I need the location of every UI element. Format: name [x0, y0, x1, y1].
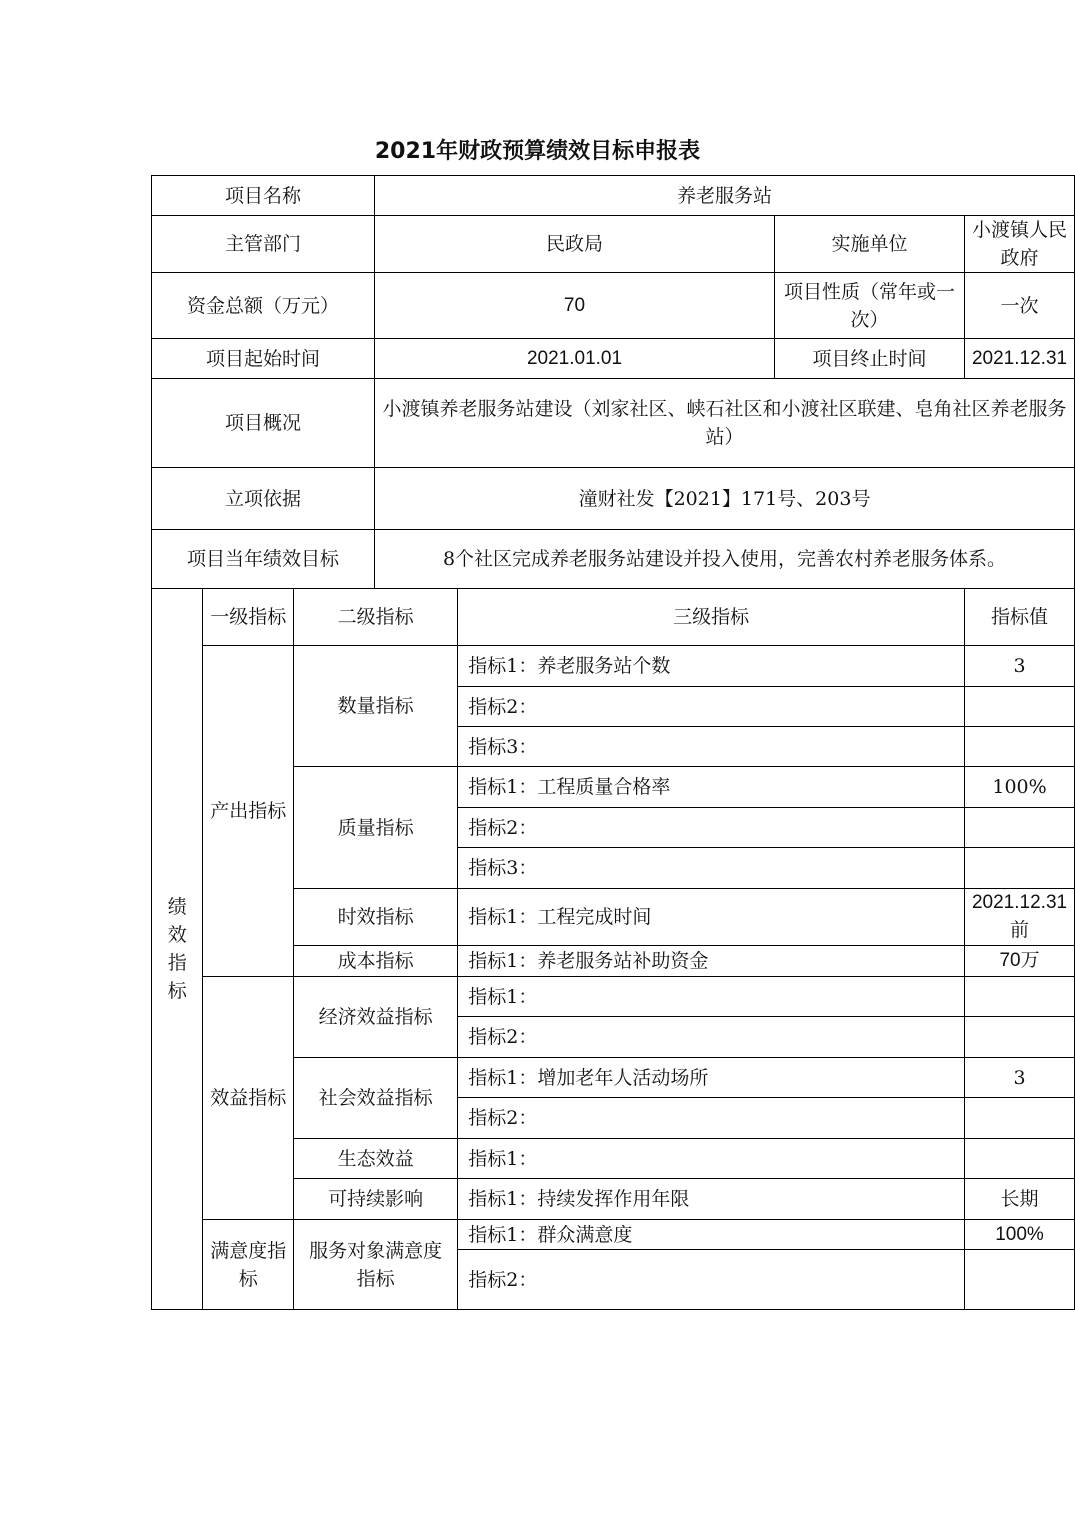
- indicator-name: 指标1：群众满意度: [458, 1220, 965, 1250]
- start-label: 项目起始时间: [152, 339, 375, 379]
- indicator-name: 指标3：: [458, 727, 965, 767]
- quantity-label: 数量指标: [294, 646, 458, 767]
- indicator-name: 指标1：工程质量合格率: [458, 767, 965, 808]
- page-title: 2021年财政预算绩效目标申报表: [374, 139, 701, 164]
- overview-value: 小渡镇养老服务站建设（刘家社区、峡石社区和小渡社区联建、皂角社区养老服务站）: [375, 379, 1075, 468]
- end-value: 2021.12.31: [965, 339, 1075, 379]
- indicator-name: 指标2：: [458, 687, 965, 727]
- indicator-value: [965, 1139, 1075, 1179]
- project-name-value: 养老服务站: [375, 176, 1075, 216]
- table-row: [152, 646, 1075, 687]
- value-header: 指标值: [965, 589, 1075, 646]
- goal-row: [152, 530, 1075, 589]
- indicator-value: 2021.12.31前: [965, 889, 1075, 946]
- fund-row: [152, 273, 1075, 339]
- project-name-label: 项目名称: [152, 176, 375, 216]
- fund-value: 70: [375, 273, 775, 339]
- indicator-value: [965, 687, 1075, 727]
- sustain-label: 可持续影响: [294, 1179, 458, 1220]
- indicator-value: 100%: [965, 1220, 1075, 1250]
- service-satisfaction-label: 服务对象满意度指标: [294, 1220, 458, 1310]
- indicator-value: 100%: [965, 767, 1075, 808]
- satisfaction-label: 满意度指标: [203, 1220, 294, 1310]
- unit-label: 实施单位: [774, 216, 964, 273]
- indicator-name: 指标1：工程完成时间: [458, 889, 965, 946]
- indicator-value: [965, 727, 1075, 767]
- dept-label: 主管部门: [152, 216, 375, 273]
- basis-label: 立项依据: [152, 468, 375, 530]
- end-label: 项目终止时间: [774, 339, 964, 379]
- indicator-name: 指标2：: [458, 1098, 965, 1139]
- indicator-value: [965, 1098, 1075, 1139]
- indicator-value: [965, 808, 1075, 848]
- indicator-name: 指标3：: [458, 848, 965, 889]
- dept-row: [152, 216, 1075, 273]
- benefit-label: 效益指标: [203, 977, 294, 1220]
- indicator-value: 3: [965, 646, 1075, 687]
- output-label: 产出指标: [203, 646, 294, 977]
- economic-label: 经济效益指标: [294, 977, 458, 1058]
- indicator-value: [965, 1250, 1075, 1310]
- quality-label: 质量指标: [294, 767, 458, 889]
- nature-label: 项目性质（常年或一次）: [774, 273, 964, 339]
- table-row: [152, 977, 1075, 1017]
- cost-label: 成本指标: [294, 946, 458, 977]
- indicator-value: 3: [965, 1058, 1075, 1098]
- indicator-value: [965, 848, 1075, 889]
- indicator-value: [965, 1017, 1075, 1058]
- basis-row: [152, 468, 1075, 530]
- start-value: 2021.01.01: [375, 339, 775, 379]
- indicator-name: 指标1：增加老年人活动场所: [458, 1058, 965, 1098]
- fund-label: 资金总额（万元）: [152, 273, 375, 339]
- indicator-value: [965, 977, 1075, 1017]
- overview-label: 项目概况: [152, 379, 375, 468]
- indicator-name: 指标2：: [458, 808, 965, 848]
- level3-header: 三级指标: [458, 589, 965, 646]
- project-name-row: [152, 176, 1075, 216]
- indicator-name: 指标1：持续发挥作用年限: [458, 1179, 965, 1220]
- nature-value: 一次: [965, 273, 1075, 339]
- indicator-name: 指标1：: [458, 1139, 965, 1179]
- unit-value: 小渡镇人民政府: [965, 216, 1075, 273]
- goal-label: 项目当年绩效目标: [152, 530, 375, 589]
- indicator-name: 指标1：养老服务站个数: [458, 646, 965, 687]
- performance-section-label: 绩效指标: [152, 589, 203, 1310]
- social-label: 社会效益指标: [294, 1058, 458, 1139]
- eco-label: 生态效益: [294, 1139, 458, 1179]
- dept-value: 民政局: [375, 216, 775, 273]
- time-row: [152, 339, 1075, 379]
- basis-value: 潼财社发【2021】171号、203号: [375, 468, 1075, 530]
- goal-value: 8个社区完成养老服务站建设并投入使用，完善农村养老服务体系。: [375, 530, 1075, 589]
- level2-header: 二级指标: [294, 589, 458, 646]
- indicator-name: 指标2：: [458, 1250, 965, 1310]
- indicator-header-row: [152, 589, 1075, 646]
- time-indicator-label: 时效指标: [294, 889, 458, 946]
- level1-header: 一级指标: [203, 589, 294, 646]
- indicator-name: 指标1：: [458, 977, 965, 1017]
- indicator-value: 长期: [965, 1179, 1075, 1220]
- budget-performance-table: [151, 175, 1075, 1310]
- indicator-value: 70万: [965, 946, 1075, 977]
- indicator-name: 指标2：: [458, 1017, 965, 1058]
- overview-row: [152, 379, 1075, 468]
- table-row: [152, 1220, 1075, 1250]
- indicator-name: 指标1：养老服务站补助资金: [458, 946, 965, 977]
